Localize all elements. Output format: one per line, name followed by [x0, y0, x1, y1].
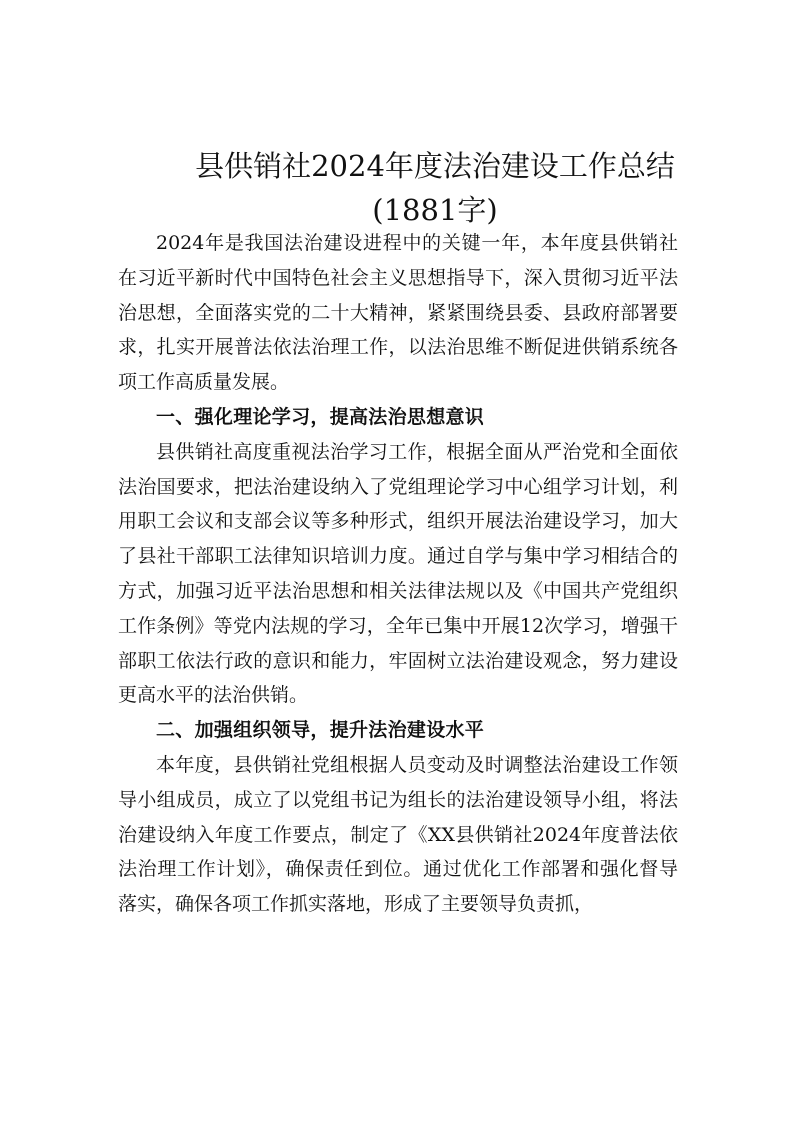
intro-paragraph: 2024年是我国法治建设进程中的关键一年，本年度县供销社在习近平新时代中国特色社会主义思想指导下，深入贯彻习近平法治思想，全面落实党的二十大精神，紧紧围绕县委、县政府部署要求，扎实开展普法依法治理工作，以法治思维不断促进供销系统各项工作高质量发展。 [118, 232, 678, 394]
document-body [118, 226, 678, 922]
document-title: 县供销社2024年度法治建设工作总结 [195, 149, 675, 183]
section-heading-1: 一、强化理论学习，提高法治思想意识 [156, 405, 485, 428]
section-heading-2: 二、加强组织领导，提升法治建设水平 [156, 719, 485, 742]
section-2-paragraph: 本年度，县供销社党组根据人员变动及时调整法治建设工作领导小组成员，成立了以党组书记为组长的法治建设领导小组，将法治建设纳入年度工作要点，制定了《XX县供销社2024年度普法依法治理工作计划》，确保责任到位。通过优化工作部署和强化督导落实，确保各项工作抓实落地，形成了主要领导负责抓， [118, 753, 678, 916]
document-subtitle: (1881字) [372, 193, 498, 227]
section-1-paragraph: 县供销社高度重视法治学习工作，根据全面从严治党和全面依法治国要求，把法治建设纳入了党组理论学习中心组学习计划，利用职工会议和支部会议等多种形式，组织开展法治建设学习，加大了县社干部职工法律知识培训力度。通过自学与集中学习相结合的方式，加强习近平法治思想和相关法律法规以及《中国共产党组织工作条例》等党内法规的学习，全年已集中开展12次学习，增强干部职工依法行政的意识和能力，牢固树立法治建设观念，努力建设更高水平的法治供销。 [118, 440, 678, 707]
